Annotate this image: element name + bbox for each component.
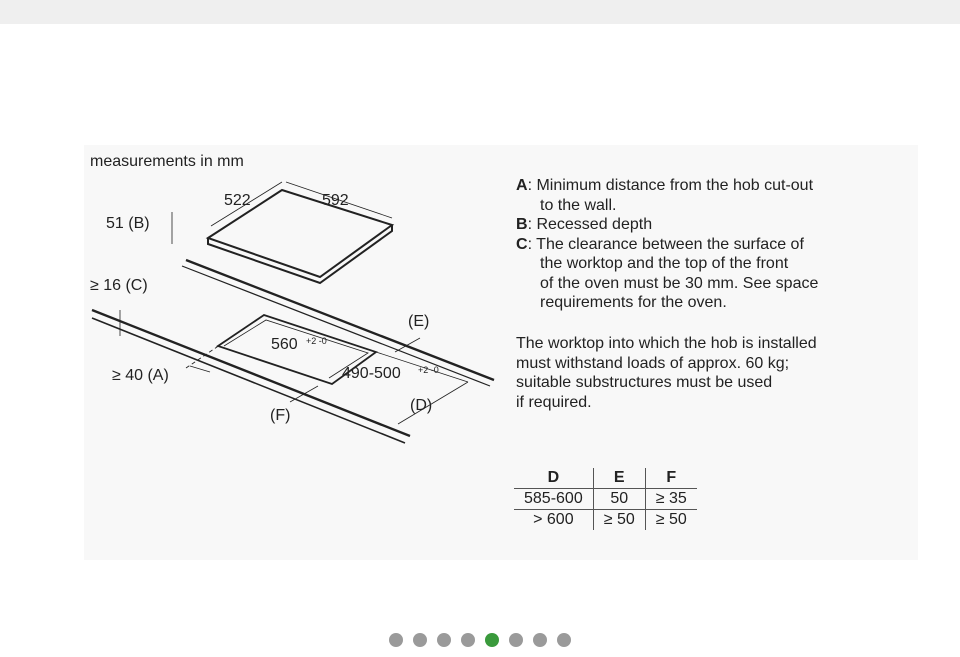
carousel-dot[interactable] bbox=[413, 633, 427, 647]
worktop-line2: must withstand loads of approx. 60 kg; bbox=[516, 354, 790, 372]
table-cell: 585-600 bbox=[514, 489, 593, 510]
table-header-d: D bbox=[514, 468, 593, 489]
table-header-e: E bbox=[593, 468, 645, 489]
measurements-heading: measurements in mm bbox=[90, 153, 244, 170]
table-cell: 50 bbox=[593, 489, 645, 510]
carousel-dot[interactable] bbox=[533, 633, 547, 647]
table-header-f: F bbox=[645, 468, 697, 489]
carousel-dot[interactable] bbox=[461, 633, 475, 647]
note-b: : Recessed depth bbox=[527, 216, 653, 233]
dim-16-c: ≥ 16 (C) bbox=[90, 277, 148, 294]
carousel-dot[interactable] bbox=[509, 633, 523, 647]
dim-592: 592 bbox=[322, 192, 349, 209]
worktop-note bbox=[516, 334, 896, 412]
carousel-dot[interactable] bbox=[437, 633, 451, 647]
carousel-dot-active[interactable] bbox=[485, 633, 499, 647]
worktop-line1: The worktop into which the hob is installed bbox=[516, 335, 817, 352]
note-c-cont3: requirements for the oven. bbox=[540, 294, 727, 311]
note-a: : Minimum distance from the hob cut-out bbox=[527, 177, 814, 194]
carousel-dots bbox=[0, 633, 960, 647]
dim-490-500: 490-500 bbox=[342, 365, 401, 382]
worktop-back-edge bbox=[186, 260, 494, 380]
legend-notes bbox=[516, 176, 896, 313]
note-c: : The clearance between the surface of bbox=[527, 235, 804, 253]
table-cell: ≥ 50 bbox=[645, 510, 697, 531]
key-a: A bbox=[516, 177, 528, 194]
note-a-cont: to the wall. bbox=[540, 196, 617, 214]
carousel-dot[interactable] bbox=[557, 633, 571, 647]
label-e: (E) bbox=[408, 313, 430, 330]
dim-522: 522 bbox=[224, 192, 251, 209]
table-cell: ≥ 50 bbox=[593, 510, 645, 531]
worktop-line4: if required. bbox=[516, 393, 592, 411]
dim-490-tol: +2 -0 bbox=[418, 365, 439, 375]
label-f: (F) bbox=[270, 407, 291, 424]
dim-560-tol: +2 -0 bbox=[306, 336, 327, 346]
table-row bbox=[514, 510, 697, 531]
note-c-cont1: the worktop and the top of the front bbox=[540, 255, 789, 272]
note-c-cont2: of the oven must be 30 mm. See space bbox=[540, 274, 819, 292]
table-header-row bbox=[514, 468, 697, 489]
table-row bbox=[514, 489, 697, 510]
dim-51-b: 51 (B) bbox=[106, 215, 150, 232]
dim-40-a: ≥ 40 (A) bbox=[112, 367, 169, 384]
table-cell: ≥ 35 bbox=[645, 489, 697, 510]
worktop-line3: suitable substructures must be used bbox=[516, 374, 773, 391]
table-cell: > 600 bbox=[533, 511, 574, 528]
key-c: C bbox=[516, 235, 528, 253]
dimension-table bbox=[514, 468, 697, 530]
hob-edge bbox=[208, 225, 392, 283]
carousel-dot[interactable] bbox=[389, 633, 403, 647]
label-d: (D) bbox=[410, 397, 433, 414]
dim-560: 560 bbox=[271, 336, 298, 353]
key-b: B bbox=[516, 216, 528, 233]
